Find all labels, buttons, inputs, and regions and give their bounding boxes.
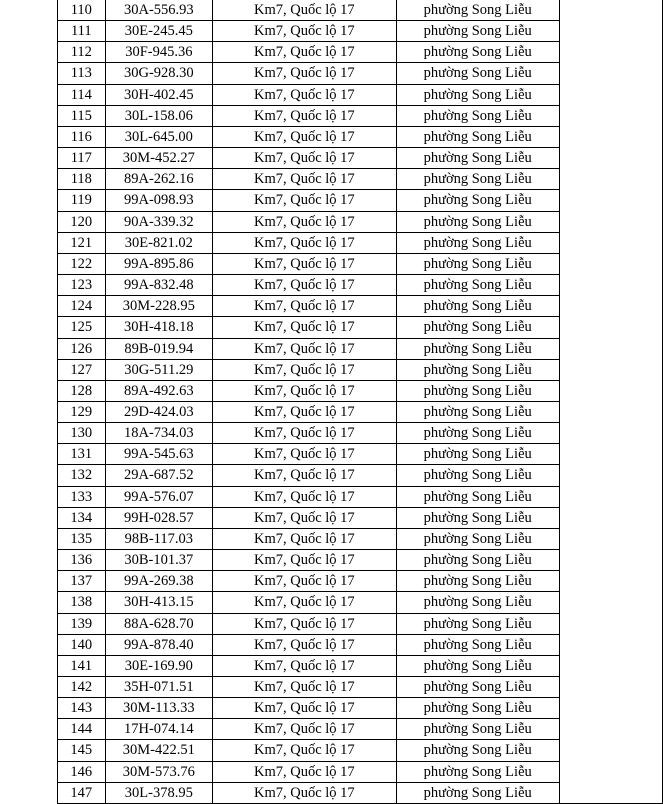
cell-so-thu-tu: 140 xyxy=(58,634,106,655)
cell-dia-diem: Km7, Quốc lộ 17 xyxy=(213,126,397,147)
cell-bien-so: 18A-734.03 xyxy=(105,423,212,444)
cell-bien-so: 30H-413.15 xyxy=(105,592,212,613)
cell-dia-diem: Km7, Quốc lộ 17 xyxy=(213,0,397,21)
cell-phuong-xa: phường Song Liễu xyxy=(396,528,559,549)
cell-bien-so: 30L-378.95 xyxy=(105,782,212,803)
cell-bien-so: 30H-402.45 xyxy=(105,84,212,105)
cell-bien-so: 30E-821.02 xyxy=(105,232,212,253)
cell-dia-diem: Km7, Quốc lộ 17 xyxy=(213,423,397,444)
cell-bien-so: 17H-074.14 xyxy=(105,719,212,740)
cell-phuong-xa: phường Song Liễu xyxy=(396,719,559,740)
cell-so-thu-tu: 133 xyxy=(58,486,106,507)
cell-phuong-xa: phường Song Liễu xyxy=(396,0,559,21)
cell-so-thu-tu: 139 xyxy=(58,613,106,634)
cell-so-thu-tu: 147 xyxy=(58,782,106,803)
cell-so-thu-tu: 136 xyxy=(58,550,106,571)
cell-so-thu-tu: 112 xyxy=(58,42,106,63)
cell-phuong-xa: phường Song Liễu xyxy=(396,655,559,676)
cell-bien-so: 30F-945.36 xyxy=(105,42,212,63)
cell-so-thu-tu: 116 xyxy=(58,126,106,147)
cell-dia-diem: Km7, Quốc lộ 17 xyxy=(213,338,397,359)
cell-dia-diem: Km7, Quốc lộ 17 xyxy=(213,401,397,422)
cell-bien-so: 88A-628.70 xyxy=(105,613,212,634)
cell-so-thu-tu: 146 xyxy=(58,761,106,782)
cell-dia-diem: Km7, Quốc lộ 17 xyxy=(213,550,397,571)
cell-empty-column xyxy=(559,0,662,803)
cell-so-thu-tu: 118 xyxy=(58,169,106,190)
cell-bien-so: 30B-101.37 xyxy=(105,550,212,571)
cell-dia-diem: Km7, Quốc lộ 17 xyxy=(213,698,397,719)
cell-bien-so: 89A-262.16 xyxy=(105,169,212,190)
cell-dia-diem: Km7, Quốc lộ 17 xyxy=(213,613,397,634)
cell-so-thu-tu: 117 xyxy=(58,148,106,169)
cell-so-thu-tu: 142 xyxy=(58,677,106,698)
cell-phuong-xa: phường Song Liễu xyxy=(396,317,559,338)
cell-phuong-xa: phường Song Liễu xyxy=(396,613,559,634)
cell-bien-so: 99A-878.40 xyxy=(105,634,212,655)
cell-dia-diem: Km7, Quốc lộ 17 xyxy=(213,507,397,528)
cell-so-thu-tu: 121 xyxy=(58,232,106,253)
cell-bien-so: 30M-422.51 xyxy=(105,740,212,761)
cell-so-thu-tu: 126 xyxy=(58,338,106,359)
cell-phuong-xa: phường Song Liễu xyxy=(396,148,559,169)
cell-phuong-xa: phường Song Liễu xyxy=(396,126,559,147)
cell-dia-diem: Km7, Quốc lộ 17 xyxy=(213,232,397,253)
cell-bien-so: 29A-687.52 xyxy=(105,465,212,486)
cell-phuong-xa: phường Song Liễu xyxy=(396,677,559,698)
cell-bien-so: 99A-545.63 xyxy=(105,444,212,465)
cell-bien-so: 30L-645.00 xyxy=(105,126,212,147)
cell-dia-diem: Km7, Quốc lộ 17 xyxy=(213,761,397,782)
cell-dia-diem: Km7, Quốc lộ 17 xyxy=(213,677,397,698)
cell-bien-so: 89B-019.94 xyxy=(105,338,212,359)
cell-so-thu-tu: 131 xyxy=(58,444,106,465)
cell-phuong-xa: phường Song Liễu xyxy=(396,486,559,507)
cell-dia-diem: Km7, Quốc lộ 17 xyxy=(213,296,397,317)
cell-bien-so: 90A-339.32 xyxy=(105,211,212,232)
cell-dia-diem: Km7, Quốc lộ 17 xyxy=(213,444,397,465)
cell-bien-so: 30M-113.33 xyxy=(105,698,212,719)
cell-dia-diem: Km7, Quốc lộ 17 xyxy=(213,740,397,761)
cell-phuong-xa: phường Song Liễu xyxy=(396,211,559,232)
cell-bien-so: 30G-928.30 xyxy=(105,63,212,84)
cell-bien-so: 30E-169.90 xyxy=(105,655,212,676)
cell-phuong-xa: phường Song Liễu xyxy=(396,444,559,465)
cell-phuong-xa: phường Song Liễu xyxy=(396,571,559,592)
cell-phuong-xa: phường Song Liễu xyxy=(396,42,559,63)
cell-so-thu-tu: 123 xyxy=(58,275,106,296)
cell-dia-diem: Km7, Quốc lộ 17 xyxy=(213,317,397,338)
cell-phuong-xa: phường Song Liễu xyxy=(396,465,559,486)
cell-dia-diem: Km7, Quốc lộ 17 xyxy=(213,719,397,740)
cell-dia-diem: Km7, Quốc lộ 17 xyxy=(213,782,397,803)
cell-phuong-xa: phường Song Liễu xyxy=(396,63,559,84)
cell-bien-so: 99A-832.48 xyxy=(105,275,212,296)
cell-so-thu-tu: 138 xyxy=(58,592,106,613)
cell-bien-so: 89A-492.63 xyxy=(105,380,212,401)
cell-so-thu-tu: 137 xyxy=(58,571,106,592)
cell-so-thu-tu: 120 xyxy=(58,211,106,232)
cell-bien-so: 29D-424.03 xyxy=(105,401,212,422)
cell-phuong-xa: phường Song Liễu xyxy=(396,380,559,401)
cell-dia-diem: Km7, Quốc lộ 17 xyxy=(213,148,397,169)
cell-so-thu-tu: 129 xyxy=(58,401,106,422)
cell-so-thu-tu: 110 xyxy=(58,0,106,21)
cell-dia-diem: Km7, Quốc lộ 17 xyxy=(213,465,397,486)
cell-so-thu-tu: 122 xyxy=(58,253,106,274)
cell-phuong-xa: phường Song Liễu xyxy=(396,232,559,253)
cell-bien-so: 99H-028.57 xyxy=(105,507,212,528)
cell-phuong-xa: phường Song Liễu xyxy=(396,761,559,782)
cell-dia-diem: Km7, Quốc lộ 17 xyxy=(213,84,397,105)
cell-so-thu-tu: 134 xyxy=(58,507,106,528)
cell-dia-diem: Km7, Quốc lộ 17 xyxy=(213,486,397,507)
cell-phuong-xa: phường Song Liễu xyxy=(396,190,559,211)
cell-so-thu-tu: 132 xyxy=(58,465,106,486)
vehicle-records-table xyxy=(57,0,663,804)
cell-phuong-xa: phường Song Liễu xyxy=(396,507,559,528)
cell-bien-so: 35H-071.51 xyxy=(105,677,212,698)
cell-so-thu-tu: 114 xyxy=(58,84,106,105)
cell-dia-diem: Km7, Quốc lộ 17 xyxy=(213,211,397,232)
cell-phuong-xa: phường Song Liễu xyxy=(396,169,559,190)
cell-phuong-xa: phường Song Liễu xyxy=(396,592,559,613)
cell-phuong-xa: phường Song Liễu xyxy=(396,423,559,444)
cell-so-thu-tu: 128 xyxy=(58,380,106,401)
cell-dia-diem: Km7, Quốc lộ 17 xyxy=(213,380,397,401)
cell-dia-diem: Km7, Quốc lộ 17 xyxy=(213,190,397,211)
cell-dia-diem: Km7, Quốc lộ 17 xyxy=(213,63,397,84)
cell-dia-diem: Km7, Quốc lộ 17 xyxy=(213,169,397,190)
cell-bien-so: 30M-573.76 xyxy=(105,761,212,782)
cell-bien-so: 99A-098.93 xyxy=(105,190,212,211)
cell-phuong-xa: phường Song Liễu xyxy=(396,105,559,126)
cell-so-thu-tu: 144 xyxy=(58,719,106,740)
cell-so-thu-tu: 135 xyxy=(58,528,106,549)
cell-dia-diem: Km7, Quốc lộ 17 xyxy=(213,275,397,296)
cell-so-thu-tu: 130 xyxy=(58,423,106,444)
cell-so-thu-tu: 127 xyxy=(58,359,106,380)
cell-dia-diem: Km7, Quốc lộ 17 xyxy=(213,21,397,42)
cell-dia-diem: Km7, Quốc lộ 17 xyxy=(213,105,397,126)
cell-dia-diem: Km7, Quốc lộ 17 xyxy=(213,359,397,380)
cell-bien-so: 99A-269.38 xyxy=(105,571,212,592)
cell-so-thu-tu: 125 xyxy=(58,317,106,338)
cell-so-thu-tu: 145 xyxy=(58,740,106,761)
cell-dia-diem: Km7, Quốc lộ 17 xyxy=(213,634,397,655)
cell-phuong-xa: phường Song Liễu xyxy=(396,275,559,296)
cell-so-thu-tu: 119 xyxy=(58,190,106,211)
cell-bien-so: 30M-452.27 xyxy=(105,148,212,169)
cell-phuong-xa: phường Song Liễu xyxy=(396,21,559,42)
table-row xyxy=(58,0,663,21)
cell-bien-so: 98B-117.03 xyxy=(105,528,212,549)
cell-dia-diem: Km7, Quốc lộ 17 xyxy=(213,592,397,613)
cell-phuong-xa: phường Song Liễu xyxy=(396,782,559,803)
cell-bien-so: 30E-245.45 xyxy=(105,21,212,42)
cell-phuong-xa: phường Song Liễu xyxy=(396,634,559,655)
cell-dia-diem: Km7, Quốc lộ 17 xyxy=(213,655,397,676)
cell-bien-so: 99A-576.07 xyxy=(105,486,212,507)
cell-phuong-xa: phường Song Liễu xyxy=(396,740,559,761)
cell-phuong-xa: phường Song Liễu xyxy=(396,550,559,571)
cell-dia-diem: Km7, Quốc lộ 17 xyxy=(213,42,397,63)
cell-phuong-xa: phường Song Liễu xyxy=(396,698,559,719)
cell-phuong-xa: phường Song Liễu xyxy=(396,84,559,105)
cell-phuong-xa: phường Song Liễu xyxy=(396,359,559,380)
cell-phuong-xa: phường Song Liễu xyxy=(396,338,559,359)
cell-bien-so: 30H-418.18 xyxy=(105,317,212,338)
cell-so-thu-tu: 124 xyxy=(58,296,106,317)
cell-phuong-xa: phường Song Liễu xyxy=(396,253,559,274)
cell-bien-so: 30M-228.95 xyxy=(105,296,212,317)
table-body xyxy=(58,0,663,803)
cell-dia-diem: Km7, Quốc lộ 17 xyxy=(213,571,397,592)
cell-bien-so: 30A-556.93 xyxy=(105,0,212,21)
cell-so-thu-tu: 113 xyxy=(58,63,106,84)
cell-dia-diem: Km7, Quốc lộ 17 xyxy=(213,253,397,274)
cell-bien-so: 30G-511.29 xyxy=(105,359,212,380)
cell-phuong-xa: phường Song Liễu xyxy=(396,296,559,317)
cell-phuong-xa: phường Song Liễu xyxy=(396,401,559,422)
cell-bien-so: 30L-158.06 xyxy=(105,105,212,126)
cell-bien-so: 99A-895.86 xyxy=(105,253,212,274)
cell-so-thu-tu: 115 xyxy=(58,105,106,126)
cell-so-thu-tu: 111 xyxy=(58,21,106,42)
cell-so-thu-tu: 141 xyxy=(58,655,106,676)
cell-so-thu-tu: 143 xyxy=(58,698,106,719)
cell-dia-diem: Km7, Quốc lộ 17 xyxy=(213,528,397,549)
